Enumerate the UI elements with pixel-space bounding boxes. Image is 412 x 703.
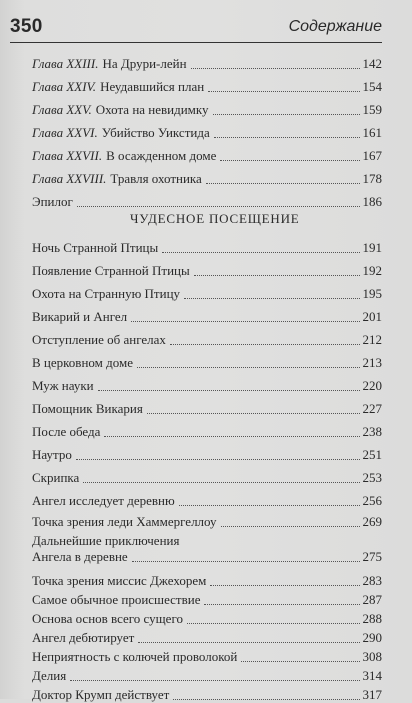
running-title: Содержание: [288, 18, 382, 35]
toc-page-number: 213: [362, 355, 382, 370]
toc-entry-multiline: [32, 533, 382, 565]
toc-entry-title: Муж науки: [32, 378, 94, 393]
toc-page-number: 220: [362, 378, 382, 393]
toc-entry: [32, 569, 382, 589]
toc-entry: [32, 607, 382, 627]
toc-page-number: 167: [362, 148, 382, 163]
toc-entry-title: Точка зрения миссис Джехорем: [32, 573, 207, 588]
dot-leader: [138, 641, 359, 643]
dot-leader: [173, 698, 359, 700]
toc-entry: [32, 588, 382, 608]
toc-page-number: 159: [362, 102, 382, 117]
toc-entry-title: Самое обычное происшествие: [32, 592, 201, 607]
toc-page-number: 195: [362, 286, 382, 301]
dot-leader: [147, 412, 360, 414]
toc-entry-title: Появление Странной Птицы: [32, 263, 190, 278]
dot-leader: [194, 274, 360, 276]
toc-page-number: 275: [362, 549, 382, 564]
toc-page-number: 314: [362, 668, 382, 683]
dot-leader: [132, 560, 360, 562]
dot-leader: [241, 660, 359, 662]
dot-leader: [98, 389, 360, 391]
section-title: ЧУДЕСНОЕ ПОСЕЩЕНИЕ: [130, 211, 300, 226]
toc-entry-title: Основа основ всего сущего: [32, 611, 183, 626]
toc-entry-title: После обеда: [32, 424, 101, 439]
page-number: 350: [10, 16, 43, 37]
dot-leader: [204, 603, 359, 605]
dot-leader: [131, 320, 359, 322]
toc-page-number: 283: [362, 573, 382, 588]
toc-entry-title: Доктор Крумп действует: [32, 687, 170, 702]
toc-page-number: 287: [362, 592, 382, 607]
toc-entry-title: Скрипка: [32, 470, 80, 485]
toc-page-number: 253: [362, 470, 382, 485]
toc-entry: [32, 52, 382, 72]
toc-chapter-number: Глава XXV.: [32, 102, 92, 117]
toc-entry: [32, 190, 382, 210]
toc-chapter-number: Глава XXVIII.: [32, 171, 107, 186]
toc-entry-title-line2: Ангела в деревне: [32, 549, 128, 564]
toc-page-number: 251: [362, 447, 382, 462]
toc-chapter-number: Глава XXIV.: [32, 79, 97, 94]
toc-chapter-number: Глава XXIII.: [32, 56, 99, 71]
toc-entry: [32, 144, 382, 164]
toc-page-number: 212: [362, 332, 382, 347]
toc-entry: [32, 645, 382, 665]
toc-page-number: 290: [362, 630, 382, 645]
toc-page-number: 186: [362, 194, 382, 209]
toc-page-number: 288: [362, 611, 382, 626]
toc-entry: [32, 121, 382, 141]
dot-leader: [76, 458, 360, 460]
toc-entry-title: Охота на Странную Птицу: [32, 286, 181, 301]
dot-leader: [221, 525, 360, 527]
dot-leader: [210, 584, 359, 586]
toc-entry-title: Помощник Викария: [32, 401, 143, 416]
toc-entry-title: В церковном доме: [32, 355, 133, 370]
toc-page-number: 191: [362, 240, 382, 255]
toc-page-number: 308: [362, 649, 382, 664]
toc-entry: [32, 489, 382, 509]
toc-entry-title: Делия: [32, 668, 67, 683]
toc-page-number: 192: [362, 263, 382, 278]
toc-entry: [32, 75, 382, 95]
toc-entry: [32, 305, 382, 325]
toc-chapter-number: Глава XXVII.: [32, 148, 103, 163]
toc-entry: [32, 259, 382, 279]
toc-page-number: 178: [362, 171, 382, 186]
toc-entry-title: Ангел исследует деревню: [32, 493, 175, 508]
toc-entry-title: Эпилог: [32, 194, 73, 209]
toc-entry: [32, 374, 382, 394]
dot-leader: [77, 205, 360, 207]
dot-leader: [214, 136, 360, 138]
toc-entry: [32, 98, 382, 118]
toc-page-number: 317: [362, 687, 382, 702]
dot-leader: [187, 622, 360, 624]
dot-leader: [70, 679, 359, 681]
page-header: [10, 14, 382, 43]
toc-page-number: 238: [362, 424, 382, 439]
dot-leader: [206, 182, 360, 184]
toc-entry: [32, 420, 382, 440]
toc-page-number: 269: [362, 514, 382, 529]
dot-leader: [137, 366, 360, 368]
toc-chapter-number: Глава XXVI.: [32, 125, 98, 140]
toc-entry: [32, 282, 382, 302]
dot-leader: [220, 159, 359, 161]
toc-page-number: 227: [362, 401, 382, 416]
toc-entry-title: В осажденном доме: [106, 148, 217, 163]
toc-entry-title: На Друри-лейн: [102, 56, 187, 71]
toc-entry-title-line1: Дальнейшие приключения: [32, 533, 180, 548]
toc-entry-title: Травля охотника: [110, 171, 202, 186]
toc-entry-title: Наутро: [32, 447, 72, 462]
toc-entry: [32, 443, 382, 463]
toc-entry: [32, 683, 382, 703]
toc-entry: [32, 664, 382, 684]
dot-leader: [208, 90, 359, 92]
toc-entry: [32, 328, 382, 348]
dot-leader: [170, 343, 360, 345]
dot-leader: [213, 113, 360, 115]
toc-entry: [32, 466, 382, 486]
toc-entry: [32, 236, 382, 256]
toc-entry: [32, 167, 382, 187]
toc-entry-title: Убийство Уикстида: [101, 125, 210, 140]
toc-entry-title: Неприятность с колючей проволокой: [32, 649, 238, 664]
toc-entry-title: Викарий и Ангел: [32, 309, 128, 324]
dot-leader: [83, 481, 359, 483]
toc-entry: [32, 397, 382, 417]
dot-leader: [162, 251, 359, 253]
toc-page-number: 142: [362, 56, 382, 71]
toc-entry-title: Охота на невидимку: [95, 102, 209, 117]
toc-entry-title: Ночь Странной Птицы: [32, 240, 159, 255]
toc-entry: [32, 351, 382, 371]
dot-leader: [191, 67, 360, 69]
toc-page-number: 201: [362, 309, 382, 324]
toc-entry-title: Неудавшийся план: [100, 79, 205, 94]
toc-entry: [32, 510, 382, 530]
toc-page-number: 256: [362, 493, 382, 508]
dot-leader: [184, 297, 359, 299]
dot-leader: [104, 435, 359, 437]
toc-entry-title: Ангел дебютирует: [32, 630, 135, 645]
toc-page-number: 161: [362, 125, 382, 140]
dot-leader: [179, 504, 360, 506]
toc-entry: [32, 626, 382, 646]
toc-entry-title: Отступление об ангелах: [32, 332, 166, 347]
toc-page-number: 154: [362, 79, 382, 94]
toc-entry-title: Точка зрения леди Хаммергеллоу: [32, 514, 217, 529]
